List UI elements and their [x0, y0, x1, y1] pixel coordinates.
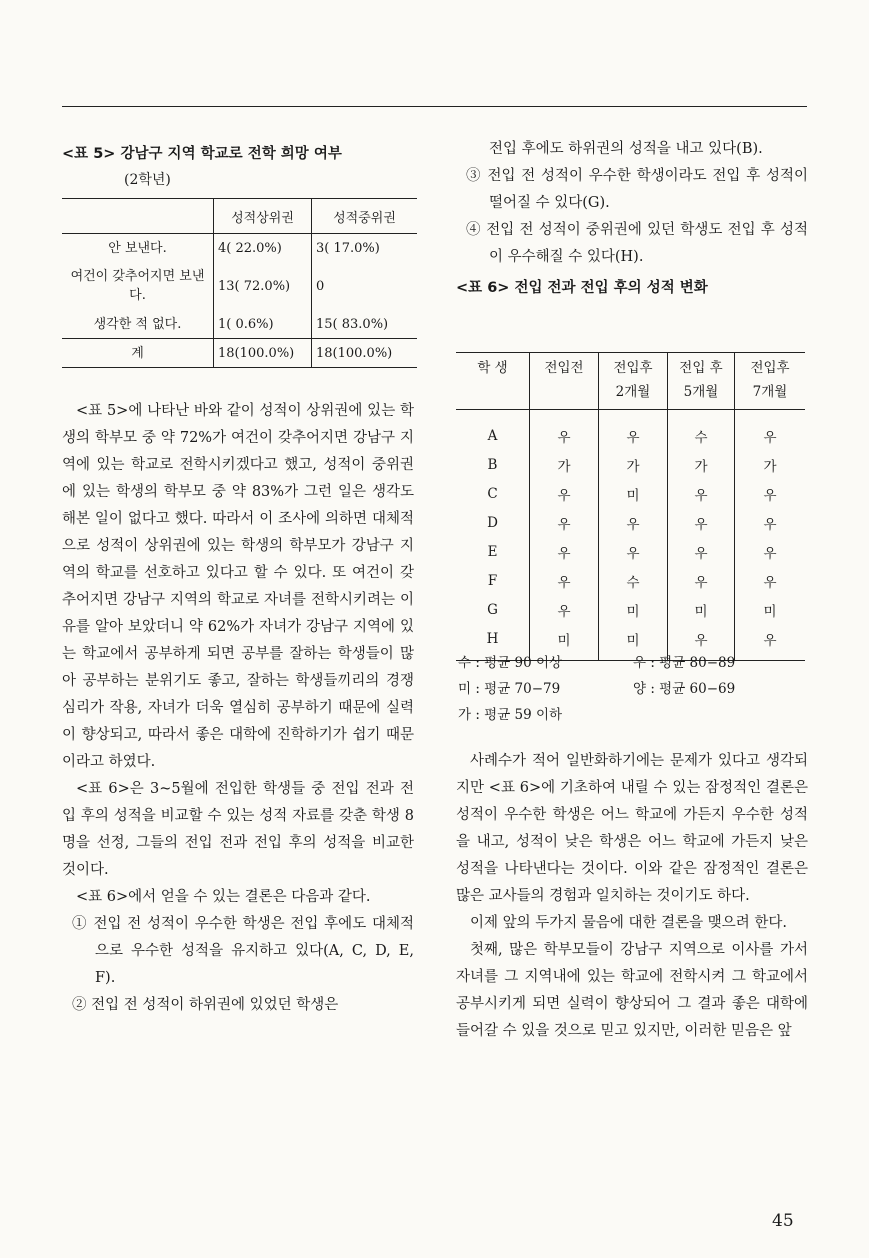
table6-header: 학 생: [456, 353, 530, 410]
table6-header: 전입후 7개월: [735, 353, 806, 410]
table5-cell: 15( 83.0%): [316, 316, 389, 332]
table6-cell: F: [487, 572, 498, 589]
table5-row-label: 여건이 갖추어지면 보낸다.: [70, 269, 205, 303]
table5-cell: 0: [316, 278, 325, 294]
table-row: [456, 479, 805, 508]
table-row: [62, 262, 417, 310]
table-row: [62, 234, 417, 263]
legend-entry: 수 : 평균 90 이상: [458, 655, 563, 671]
legend-entry: 미 : 평균 70−79: [458, 681, 561, 697]
table-row: [456, 508, 805, 537]
top-rule: [62, 106, 807, 107]
table6-cell: 우: [735, 624, 806, 661]
table-row: [456, 450, 805, 479]
right-top: [456, 136, 808, 299]
table-row: [456, 537, 805, 566]
table6-cell: 우: [668, 508, 735, 537]
table5-total-upper: 18(100.0%): [214, 339, 312, 368]
table6-cell: 우: [530, 537, 599, 566]
table6-header: 전입후 2개월: [599, 353, 668, 410]
table6-cell: G: [487, 601, 498, 618]
table6-cell: 우: [530, 479, 599, 508]
legend-entry: 가 : 평균 59 이하: [458, 707, 563, 723]
table6-cell: 우: [668, 479, 735, 508]
table6-cell: E: [487, 543, 498, 560]
finding-continuation: 전입 후에도 하위권의 성적을 내고 있다(B).: [489, 141, 763, 157]
body-paragraph: <표 5>에 나타난 바와 같이 성적이 상위권에 있는 학생의 학부모 중 약 72%가 여건이 갖추어지면 강남구 지역에 있는 학교로 전학시키겠다고 했고, 성적이 중위권에 있는 학생의 학부모 중 약 83%가 그런 일은 생각도 해본 일이 없다고 했다. 따라서 이 조사에 의하면 대체적으로 성적이 상위권에 있는 학생의 학부모가 강남구 지역의 학교를 선호하고 있다고 할 수 있다. 또 여건이 갖추어지면 강남구 지역의 학교로 자녀를 전학시키려는 이유를 알아 보았더니 약 62%가 자녀가 강남구 지역에 있는 학교에서 공부하게 되면 공부를 잘하는 학생들이 많아 공부하는 분위기도 좋고, 잘하는 학생들끼리의 경쟁 심리가 작용, 자녀가 더욱 열심히 공부하기 때문에 실력이 향상되고, 따라서 좋은 대학에 진학하기가 쉽기 때문이라고 하였다.: [62, 403, 414, 770]
table5-total-row: [62, 339, 417, 368]
table6-cell: D: [487, 514, 498, 531]
table6-cell: C: [487, 485, 498, 502]
table6-cell: 우: [599, 410, 668, 451]
table6-cell: A: [487, 427, 498, 444]
body-paragraph: 이제 앞의 두가지 물음에 대한 결론을 맺으려 한다.: [470, 915, 788, 931]
table6-cell: 가: [599, 450, 668, 479]
table5-caption: <표 5> 강남구 지역 학교로 전학 희망 여부: [62, 146, 342, 162]
table6-header: 전입전: [530, 353, 599, 410]
table6-cell: 우: [530, 595, 599, 624]
body-paragraph: <표 6>에서 얻을 수 있는 결론은 다음과 같다.: [76, 889, 371, 905]
table6-cell: 우: [735, 537, 806, 566]
table6-cell: B: [487, 456, 498, 473]
table6-cell: 우: [735, 508, 806, 537]
finding-item: ① 전입 전 성적이 우수한 학생은 전입 후에도 대체적으로 우수한 성적을 유지하고 있다(A, C, D, E, F).: [72, 916, 414, 986]
table6-cell: 우: [530, 566, 599, 595]
legend-entry: 양 : 평균 60−69: [633, 681, 736, 697]
table5-subcaption: (2학년): [124, 172, 171, 188]
table6-cell: 미: [530, 624, 599, 661]
body-paragraph: 사례수가 적어 일반화하기에는 문제가 있다고 생각되지만 <표 6>에 기초하여 내릴 수 있는 잠정적인 결론은 성적이 우수한 학생은 어느 학교에 가든지 우수한 성적을 내고, 성적이 낮은 학생은 어느 학교에 가든지 낮은 성적을 나타낸다는 것이다. 이와 같은 잠정적인 결론은 많은 교사들의 경험과 일치하는 것이기도 하다.: [456, 753, 808, 904]
table6-cell: 미: [599, 595, 668, 624]
finding-item: ② 전입 전 성적이 하위권에 있었던 학생은: [72, 997, 339, 1013]
table6-cell: 가: [668, 450, 735, 479]
table6-cell: 우: [530, 410, 599, 451]
table5-header-blank: [62, 199, 214, 234]
table6-caption: <표 6> 전입 전과 전입 후의 성적 변화: [456, 280, 708, 296]
table6-cell: 우: [599, 508, 668, 537]
table5: [62, 198, 417, 368]
finding-item: ④ 전입 전 성적이 중위권에 있던 학생도 전입 후 성적이 우수해질 수 있다(H).: [466, 222, 808, 265]
table6-header: 전입 후 5개월: [668, 353, 735, 410]
table-row: [456, 595, 805, 624]
table6-cell: 미: [599, 479, 668, 508]
table6-cell: 가: [530, 450, 599, 479]
body-paragraph: <표 6>은 3~5월에 전입한 학생들 중 전입 전과 전입 후의 성적을 비교할 수 있는 성적 자료를 갖춘 학생 8명을 선정, 그들의 전입 전과 전입 후의 성적을 비교한 것이다.: [62, 781, 414, 878]
table6-cell: 미: [735, 595, 806, 624]
page-number: 45: [772, 1211, 794, 1231]
table-row: [456, 410, 805, 451]
table5-cell: 4( 22.0%): [214, 234, 312, 263]
right-body: [456, 748, 808, 1045]
table5-header-row: [62, 199, 417, 234]
table5-total-middle: 18(100.0%): [312, 339, 418, 368]
table6-cell: 우: [735, 479, 806, 508]
table-row: [62, 310, 417, 339]
table6-cell: 우: [668, 566, 735, 595]
table6-cell: 수: [668, 410, 735, 451]
table6-cell: 우: [668, 537, 735, 566]
table5-cell: 13( 72.0%): [214, 262, 312, 310]
table6-cell: 우: [735, 566, 806, 595]
table6-legend: [458, 650, 735, 728]
table5-cell: 3( 17.0%): [316, 240, 380, 256]
table6-cell: 우: [735, 410, 806, 451]
left-body: [62, 398, 414, 1019]
table6: [456, 352, 805, 661]
table5-header-upper: 성적상위권: [214, 199, 312, 234]
table6-cell: 가: [735, 450, 806, 479]
table6-cell: 미: [668, 595, 735, 624]
body-paragraph: 첫째, 많은 학부모들이 강남구 지역으로 이사를 가서 자녀를 그 지역내에 있는 학교에 전학시켜 그 학교에서 공부시키게 되면 실력이 향상되어 그 결과 좋은 대학에 들어갈 수 있을 것으로 믿고 있지만, 이러한 믿음은 앞: [456, 942, 808, 1039]
table5-cell: 1( 0.6%): [214, 310, 312, 339]
table5-row-label: 안 보낸다.: [108, 240, 167, 256]
table5-row-label: 생각한 적 없다.: [93, 316, 182, 332]
table-row: [456, 566, 805, 595]
table5-header-middle: 성적중위권: [312, 199, 418, 234]
table6-cell: 우: [530, 508, 599, 537]
table6-cell: 우: [599, 537, 668, 566]
finding-item: ③ 전입 전 성적이 우수한 학생이라도 전입 후 성적이 떨어질 수 있다(G).: [466, 168, 808, 211]
table6-cell: H: [456, 624, 530, 661]
table6-header-row: [456, 353, 805, 410]
legend-entry: 우 : 평균 80−89: [633, 655, 736, 671]
table6-cell: 미: [599, 624, 668, 661]
table6-cell: 수: [599, 566, 668, 595]
table5-total-label: 계: [62, 339, 214, 368]
findings-list: [62, 911, 414, 1019]
table6-cell: 우: [668, 624, 735, 661]
findings-list-2: [456, 163, 808, 271]
